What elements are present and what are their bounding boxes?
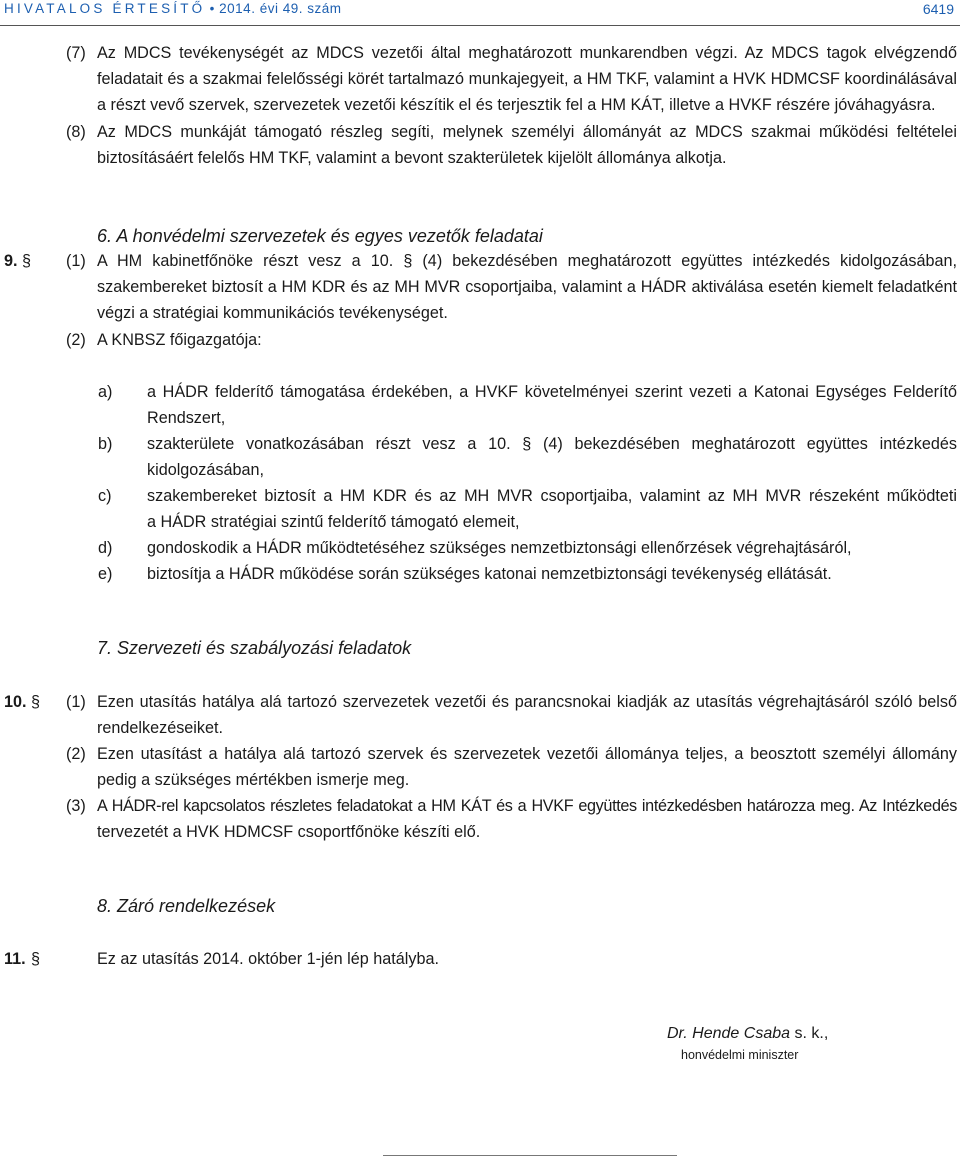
- list-letter: b): [98, 435, 113, 453]
- section-number: 11.: [4, 950, 26, 968]
- page-header: [0, 0, 960, 34]
- section-heading-6: 6. A honvédelmi szervezetek és egyes vezetők feladatai: [97, 226, 543, 246]
- paragraph-line: Ezen utasítás hatálya alá tartozó szervezetek vezetői és parancsnokai kiadják az utasítás végrehajtásáról szóló belső: [97, 693, 957, 711]
- section-heading-7: 7. Szervezeti és szabályozási feladatok: [97, 638, 412, 658]
- signatory-suffix: s. k.,: [790, 1025, 829, 1042]
- footer-divider: [383, 1155, 677, 1156]
- issue-label: 2014. évi 49. szám: [219, 1, 342, 16]
- paragraph-line: pedig a szükséges mértékben ismerje meg.: [97, 771, 410, 789]
- paragraph-number: (2): [66, 331, 86, 349]
- list-item-line: a HÁDR felderítő támogatása érdekében, a HVKF követelményei szerint vezeti a Katonai Egységes Felderítő: [147, 383, 957, 401]
- paragraph-line: tervezetét a HVK HDMCSF csoportfőnöke készíti elő.: [97, 823, 481, 841]
- section-symbol: §: [31, 950, 41, 968]
- paragraph-line: végzi a stratégiai kommunikációs tevékenységet.: [97, 304, 448, 322]
- list-item-line: szakembereket biztosít a HM KDR és az MH MVR csoportjaiba, valamint az MH MVR részeként működteti: [147, 487, 957, 505]
- paragraph-number: (2): [66, 745, 86, 763]
- list-item-line: biztosítja a HÁDR működése során szükséges katonai nemzetbiztonsági tevékenység ellátását.: [147, 565, 832, 583]
- list-item-line: a HÁDR stratégiai szintű felderítő támogató elemeit,: [147, 513, 520, 531]
- page-number: 6419: [922, 1, 954, 17]
- paragraph-number: (7): [66, 44, 86, 62]
- paragraph-intro: A KNBSZ főigazgatója:: [97, 331, 262, 349]
- paragraph-line: feladatait és a szakmai felelősségi körét tartalmazó munkajegyeit, a HM TKF, valamint a HVK HDMCSF koordinálásával: [97, 70, 957, 88]
- journal-name: HIVATALOS ÉRTESÍTŐ: [4, 1, 206, 16]
- paragraph-line: rendelkezéseiket.: [97, 719, 223, 737]
- paragraph-line: Ezen utasítást a hatálya alá tartozó szervek és szervezetek vezetői állománya teljes, a beosztott személyi állomány: [97, 745, 957, 763]
- paragraph-line: biztosításáért felelős HM TKF, valamint a bevont szakterületek kijelölt állománya alkotja.: [97, 149, 727, 167]
- paragraph-line: a részt vevő szervek, szervezetek vezetői készítik el és terjesztik fel a HM KÁT, illetve a HVKF részére jóváhagyásra.: [97, 96, 936, 114]
- section-symbol: §: [22, 252, 32, 270]
- section-number: 9.: [4, 252, 18, 270]
- signatory-name-italic: Dr. Hende Csaba: [667, 1025, 791, 1042]
- list-letter: d): [98, 539, 113, 557]
- paragraph-number: (1): [66, 693, 86, 711]
- list-letter: c): [98, 487, 112, 505]
- header-bullet: •: [209, 1, 215, 16]
- paragraph-line: Az MDCS tevékenységét az MDCS vezetői által meghatározott munkarendben végzi. Az MDCS tagok elvégzendő: [97, 44, 957, 62]
- header-divider: [0, 25, 960, 26]
- list-item-line: gondoskodik a HÁDR működtetéséhez szükséges nemzetbiztonsági ellenőrzések végrehajtásáról,: [147, 539, 852, 557]
- section-number: 10.: [4, 693, 27, 711]
- signatory-name: [667, 1022, 828, 1046]
- paragraph-number: (1): [66, 252, 86, 270]
- list-item-line: Rendszert,: [147, 409, 226, 427]
- list-letter: a): [98, 383, 113, 401]
- paragraph-number: (3): [66, 797, 86, 815]
- paragraph-line: A HM kabinetfőnöke részt vesz a 10. § (4) bekezdésében meghatározott együttes intézkedés kidolgozásában,: [97, 252, 957, 270]
- signatory-title: honvédelmi miniszter: [681, 1048, 799, 1062]
- section-symbol: §: [31, 693, 41, 711]
- list-item-line: szakterülete vonatkozásában részt vesz a 10. § (4) bekezdésében meghatározott együttes intézkedés: [147, 435, 957, 453]
- list-item-line: kidolgozásában,: [147, 461, 264, 479]
- paragraph-line: A HÁDR-rel kapcsolatos részletes feladatokat a HM KÁT és a HVKF együttes intézkedésben határozza meg. Az Intézkedés: [97, 797, 957, 815]
- list-letter: e): [98, 565, 113, 583]
- paragraph-line: szakembereket biztosít a HM KDR és az MH MVR csoportjaiba, valamint a HÁDR aktiválása esetén kiemelt feladatként: [97, 278, 957, 296]
- publication-title: [4, 0, 341, 18]
- paragraph-number: (8): [66, 123, 86, 141]
- section-heading-8: 8. Záró rendelkezések: [97, 896, 276, 916]
- section-text: Ez az utasítás 2014. október 1-jén lép hatályba.: [97, 950, 439, 968]
- paragraph-line: Az MDCS munkáját támogató részleg segíti, melynek személyi állományát az MDCS szakmai működési feltételei: [97, 123, 957, 141]
